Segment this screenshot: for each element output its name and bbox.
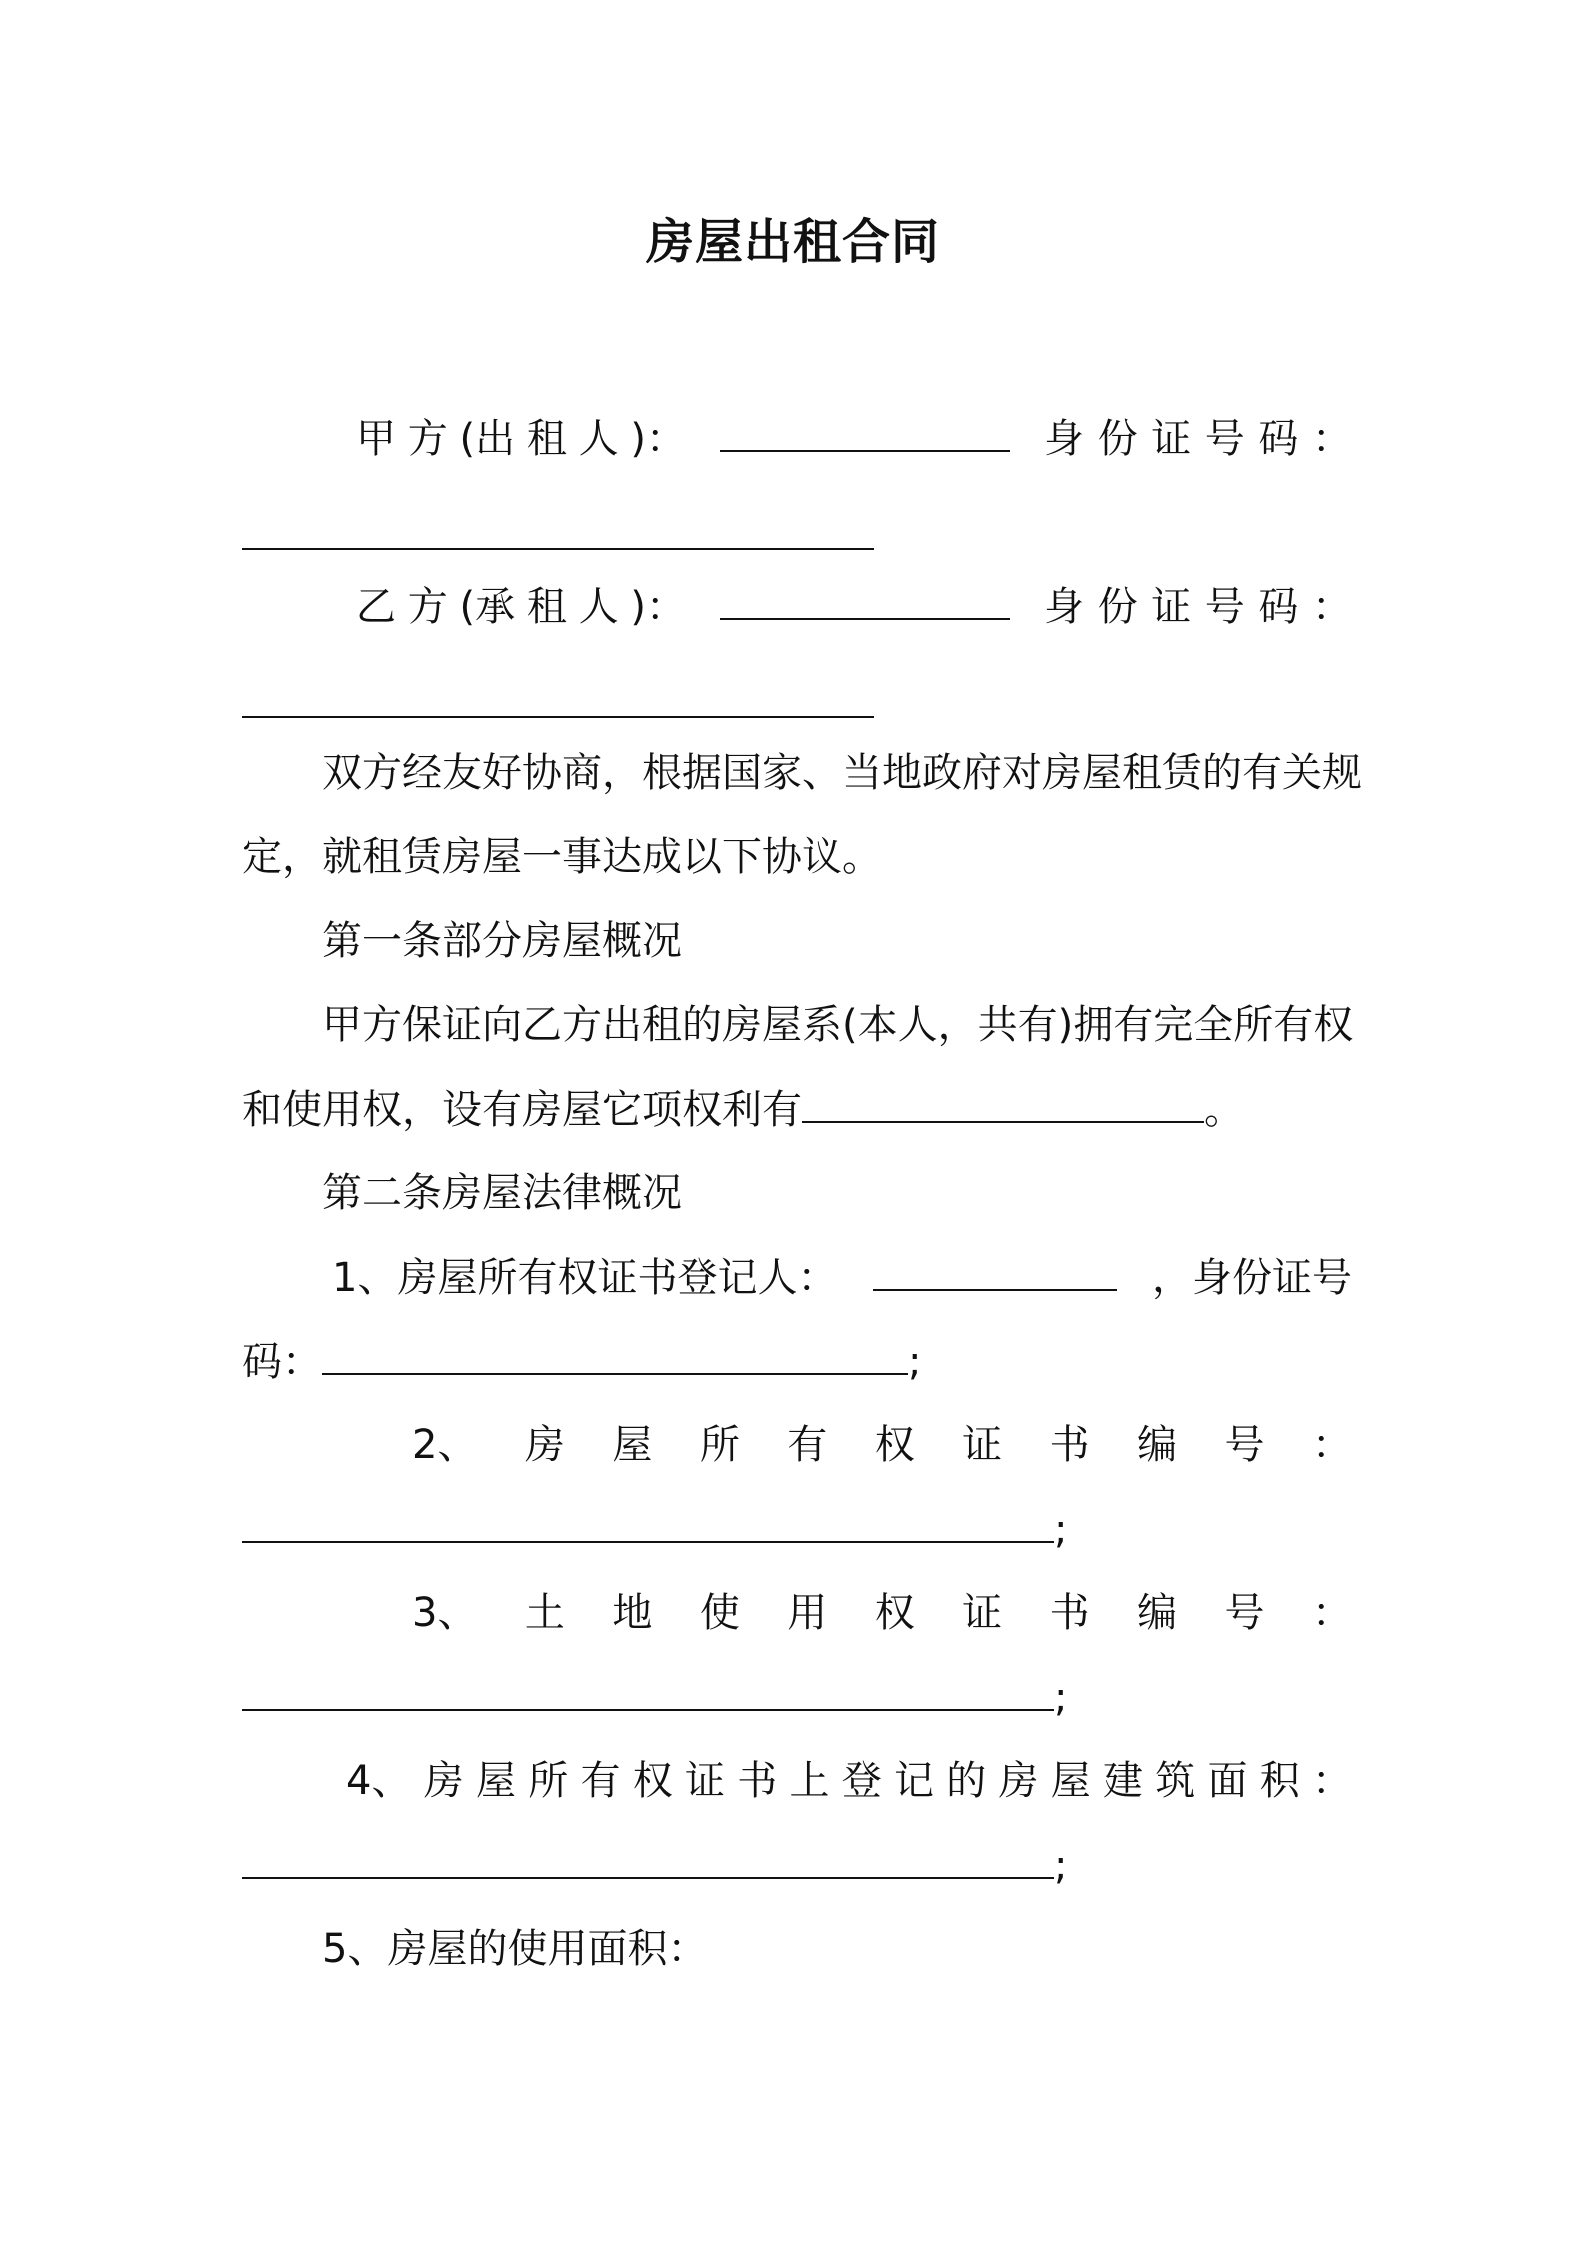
item-1-line [332,1249,1352,1306]
land-cert-blank [242,1669,1054,1711]
item-2-end: ; [1054,1507,1068,1553]
article-1-line-1: 甲方保证向乙方出租的房屋系(本人，共有)拥有完全所有权 [322,1002,1354,1048]
article-2-title: 第二条房屋法律概况 [322,1170,682,1216]
item-4-end: ; [1054,1843,1068,1889]
item-5-line: 5、房屋的使用面积： [322,1926,708,1972]
party-a-name-blank [720,410,1010,452]
item-1-line-2-end: ; [908,1339,922,1385]
document-title: 房屋出租合同 [645,214,940,270]
item-4-line-2 [242,1837,1067,1894]
item-3-end: ; [1054,1675,1068,1721]
item-2-line-2 [242,1501,1067,1558]
other-rights-blank [802,1081,1204,1123]
party-b-line [356,578,1352,635]
intro-line-1: 双方经友好协商，根据国家、当地政府对房屋租赁的有关规 [322,750,1362,796]
article-1-title: 第一条部分房屋概况 [322,918,682,964]
building-area-blank [242,1837,1054,1879]
item-3-line-2 [242,1669,1067,1726]
party-b-name-blank [720,578,1010,620]
article-1-line-2-end: 。 [1204,1087,1244,1133]
article-1-line-2 [242,1081,1244,1138]
party-a-id-blank [242,548,874,550]
item-1-id-label: ，身份证号 [1151,1255,1352,1301]
party-b-label: 乙 方 (承 租 人 )： [356,584,686,630]
item-1-label: 1、房屋所有权证书登记人： [332,1255,838,1301]
ownership-cert-blank [242,1501,1054,1543]
item-4-line: 4、 房 屋 所 有 权 证 书 上 登 记 的 房 屋 建 筑 面 积 ： [346,1758,1352,1804]
item-1-line-2-label: 码： [242,1339,322,1385]
party-a-id-label: 身 份 证 号 码 ： [1044,416,1352,462]
item-1-line-2 [242,1333,921,1390]
party-b-id-label: 身 份 证 号 码 ： [1044,584,1352,630]
item-2-line: 2、 房 屋 所 有 权 证 书 编 号 ： [412,1422,1352,1468]
registrant-id-blank [322,1333,908,1375]
registrant-blank [873,1249,1117,1291]
party-a-line [356,410,1352,467]
intro-line-2: 定，就租赁房屋一事达成以下协议。 [242,834,882,880]
item-3-line: 3、 土 地 使 用 权 证 书 编 号 ： [412,1590,1352,1636]
article-1-line-2-text: 和使用权，设有房屋它项权利有 [242,1087,802,1133]
party-b-id-blank [242,716,874,718]
party-a-label: 甲 方 (出 租 人 )： [356,416,686,462]
